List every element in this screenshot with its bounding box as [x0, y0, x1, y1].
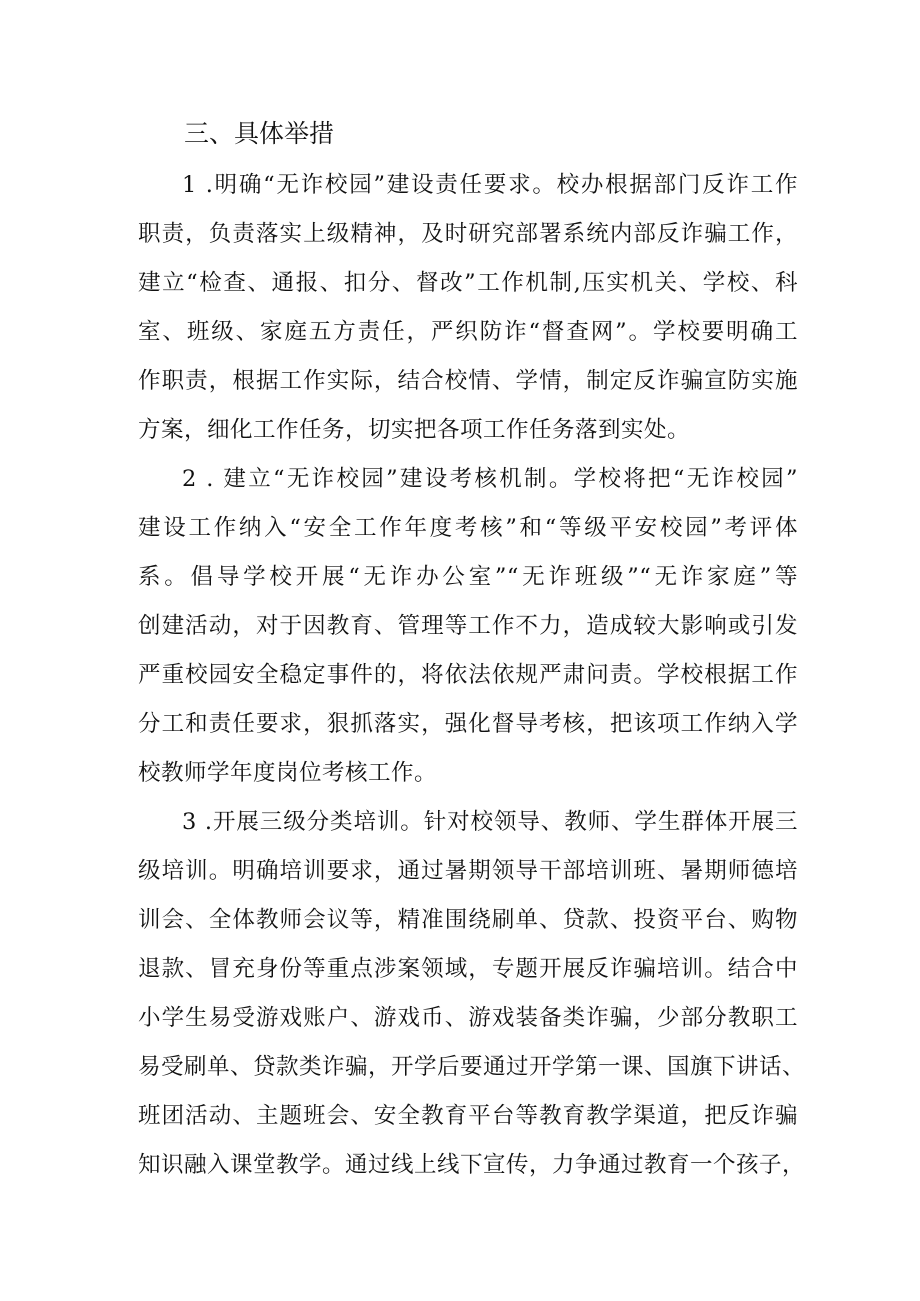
text-line: 分工和责任要求，狠抓落实，强化督导考核，把该项工作纳入学 [138, 711, 798, 737]
text-line: 3 .开展三级分类培训。针对校领导、教师、学生群体开展三 [182, 809, 798, 835]
text-line: 建设工作纳入“安全工作年度考核”和“等级平安校园”考评体 [138, 515, 798, 541]
section-heading: 三、具体举措 [184, 119, 335, 148]
paragraph-3 [138, 798, 806, 1190]
paragraph-2 [138, 455, 798, 798]
text-line: 小学生易受游戏账户、游戏币、游戏装备类诈骗，少部分教职工 [138, 1005, 798, 1031]
paragraph-1 [138, 161, 798, 455]
text-line: 室、班级、家庭五方责任，严织防诈“督查网”。学校要明确工 [138, 319, 798, 345]
text-line: 作职责，根据工作实际，结合校情、学情，制定反诈骗宣防实施 [138, 368, 798, 394]
text-line: 退款、冒充身份等重点涉案领域，专题开展反诈骗培训。结合中 [138, 956, 798, 982]
text-line: 2 . 建立“无诈校园”建设考核机制。学校将把“无诈校园” [182, 466, 798, 492]
text-line: 知识融入课堂教学。通过线上线下宣传，力争通过教育一个孩子， [138, 1152, 806, 1178]
text-line: 严重校园安全稳定事件的，将依法依规严肃问责。学校根据工作 [138, 662, 798, 688]
text-line: 创建活动，对于因教育、管理等工作不力，造成较大影响或引发 [138, 613, 798, 639]
text-line: 建立“检查、通报、扣分、督改”工作机制,压实机关、学校、科 [138, 270, 798, 296]
text-line: 级培训。明确培训要求，通过暑期领导干部培训班、暑期师德培 [138, 858, 798, 884]
text-line: 系。倡导学校开展“无诈办公室”“无诈班级”“无诈家庭”等 [138, 564, 798, 590]
text-line: 职责，负责落实上级精神，及时研究部署系统内部反诈骗工作， [138, 221, 798, 247]
text-line: 1 .明确“无诈校园”建设责任要求。校办根据部门反诈工作 [182, 172, 798, 198]
text-line: 方案，细化工作任务，切实把各项工作任务落到实处。 [138, 417, 691, 443]
text-line: 易受刷单、贷款类诈骗，开学后要通过开学第一课、国旗下讲话、 [138, 1054, 806, 1080]
text-line: 班团活动、主题班会、安全教育平台等教育教学渠道，把反诈骗 [138, 1103, 798, 1129]
text-line: 训会、全体教师会议等，精准围绕刷单、贷款、投资平台、购物 [138, 907, 798, 933]
text-line: 校教师学年度岗位考核工作。 [138, 760, 438, 786]
